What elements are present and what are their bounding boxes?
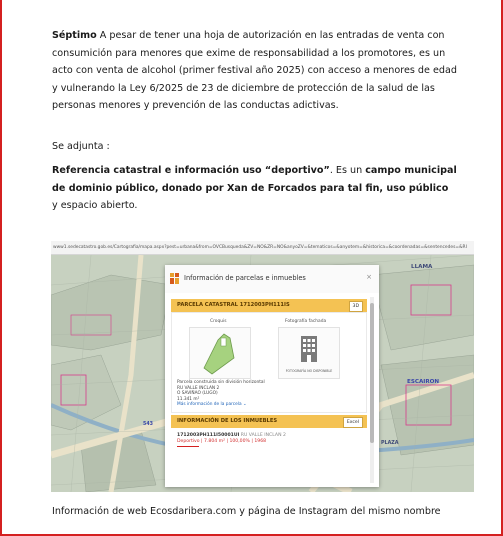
croquis-label: Croquis <box>210 319 227 324</box>
referencia-text: . Es un <box>329 165 366 176</box>
parcel-info <box>177 380 265 408</box>
close-icon[interactable]: × <box>366 273 372 281</box>
paragraph-adjunta: Se adjunta : <box>52 141 110 152</box>
map-label-llama: LLAMA <box>411 264 433 270</box>
parcel-reference: PARCELA CATASTRAL 1712003PH111IS <box>177 302 290 308</box>
catastro-screenshot <box>51 241 474 492</box>
info-line-address: RU VALLE INCLAN 2 <box>177 385 220 391</box>
info-line-municipality: O SAVIÑAO (LUGO) <box>177 391 218 397</box>
referencia-bold: Referencia catastral e información uso “deportivo” <box>52 165 330 176</box>
url-bar: www1.sedecatastro.gob.es/Cartografia/mapa.aspx?pest=urbana&from=OVCBusqueda&ZV=NO&ZR=NO&anyoZV=&tematicos=&anyotem=&historica=&coordenadas=&sentencedes=&RI <box>51 241 474 255</box>
map-label-plaza: PLAZA <box>381 441 399 446</box>
parcel-info-dialog <box>165 265 379 487</box>
paragraph-septimo <box>52 27 457 115</box>
paragraph-lead: Séptimo <box>52 30 97 41</box>
more-info-text: Más información de la parcela <box>177 402 242 408</box>
view-3d-button[interactable]: 3D <box>349 301 363 312</box>
info-line-type: Parcela construida sin división horizontal <box>177 380 265 385</box>
catastro-logo-icon <box>170 273 179 284</box>
building-icon <box>279 328 339 368</box>
parcel-sketch-icon <box>190 328 250 378</box>
map-label-escairon: ESCAIRON <box>407 379 440 385</box>
chevron-down-icon: ⌄ <box>242 402 247 408</box>
parcel-bar <box>171 299 367 312</box>
map-label-parcel-number: 543 <box>143 422 154 427</box>
inmueble-address: RU VALLE INCLAN 2 <box>240 433 286 438</box>
dialog-scrollbar[interactable] <box>370 297 374 483</box>
inmuebles-bar <box>171 415 367 428</box>
inmueble-row[interactable] <box>177 433 286 445</box>
use-underline <box>177 446 199 447</box>
dialog-header <box>165 265 379 293</box>
campo-bold: campo municipal de dominio público, donado por Xan de Forcados para tal fin, uso público <box>52 165 457 194</box>
paragraph-referencia <box>52 162 457 215</box>
photo-unavailable-caption: FOTOGRAFÍA NO DISPONIBLE <box>285 369 333 373</box>
excel-button[interactable]: Excel <box>343 417 363 428</box>
inmueble-use: Deportivo | 7.804 m² | 100,00% | 1968 <box>177 439 267 444</box>
parcel-panel <box>171 312 367 413</box>
inmuebles-title: INFORMACIÓN DE LOS INMUEBLES <box>177 418 278 424</box>
scrollbar-thumb[interactable] <box>370 303 374 443</box>
info-line-area: 11.341 m² <box>177 396 200 402</box>
inmueble-ref: 1712003PH111I50001UI <box>177 433 240 438</box>
facade-photo <box>278 327 340 379</box>
paragraph-body: A pesar de tener una hoja de autorización en las entradas de venta con consumición para menores que exime de responsabilidad a los promotores, es un acto con venta de alcohol (primer festival año 2025) con acceso a menores de edad y vulnerando la Ley 6/2025 de 23 de diciembre de protección de la salud de las personas menores y prevención de las conductas adictivas. <box>52 30 457 112</box>
referencia-tail: y espacio abierto. <box>52 200 138 212</box>
caption: Información de web Ecosdaribera.com y página de Instagram del mismo nombre <box>52 506 441 517</box>
dialog-title: Información de parcelas e inmuebles <box>184 274 306 282</box>
more-info-link[interactable] <box>177 402 265 408</box>
croquis-sketch <box>189 327 251 379</box>
fachada-label: Fotografía fachada <box>285 319 327 324</box>
